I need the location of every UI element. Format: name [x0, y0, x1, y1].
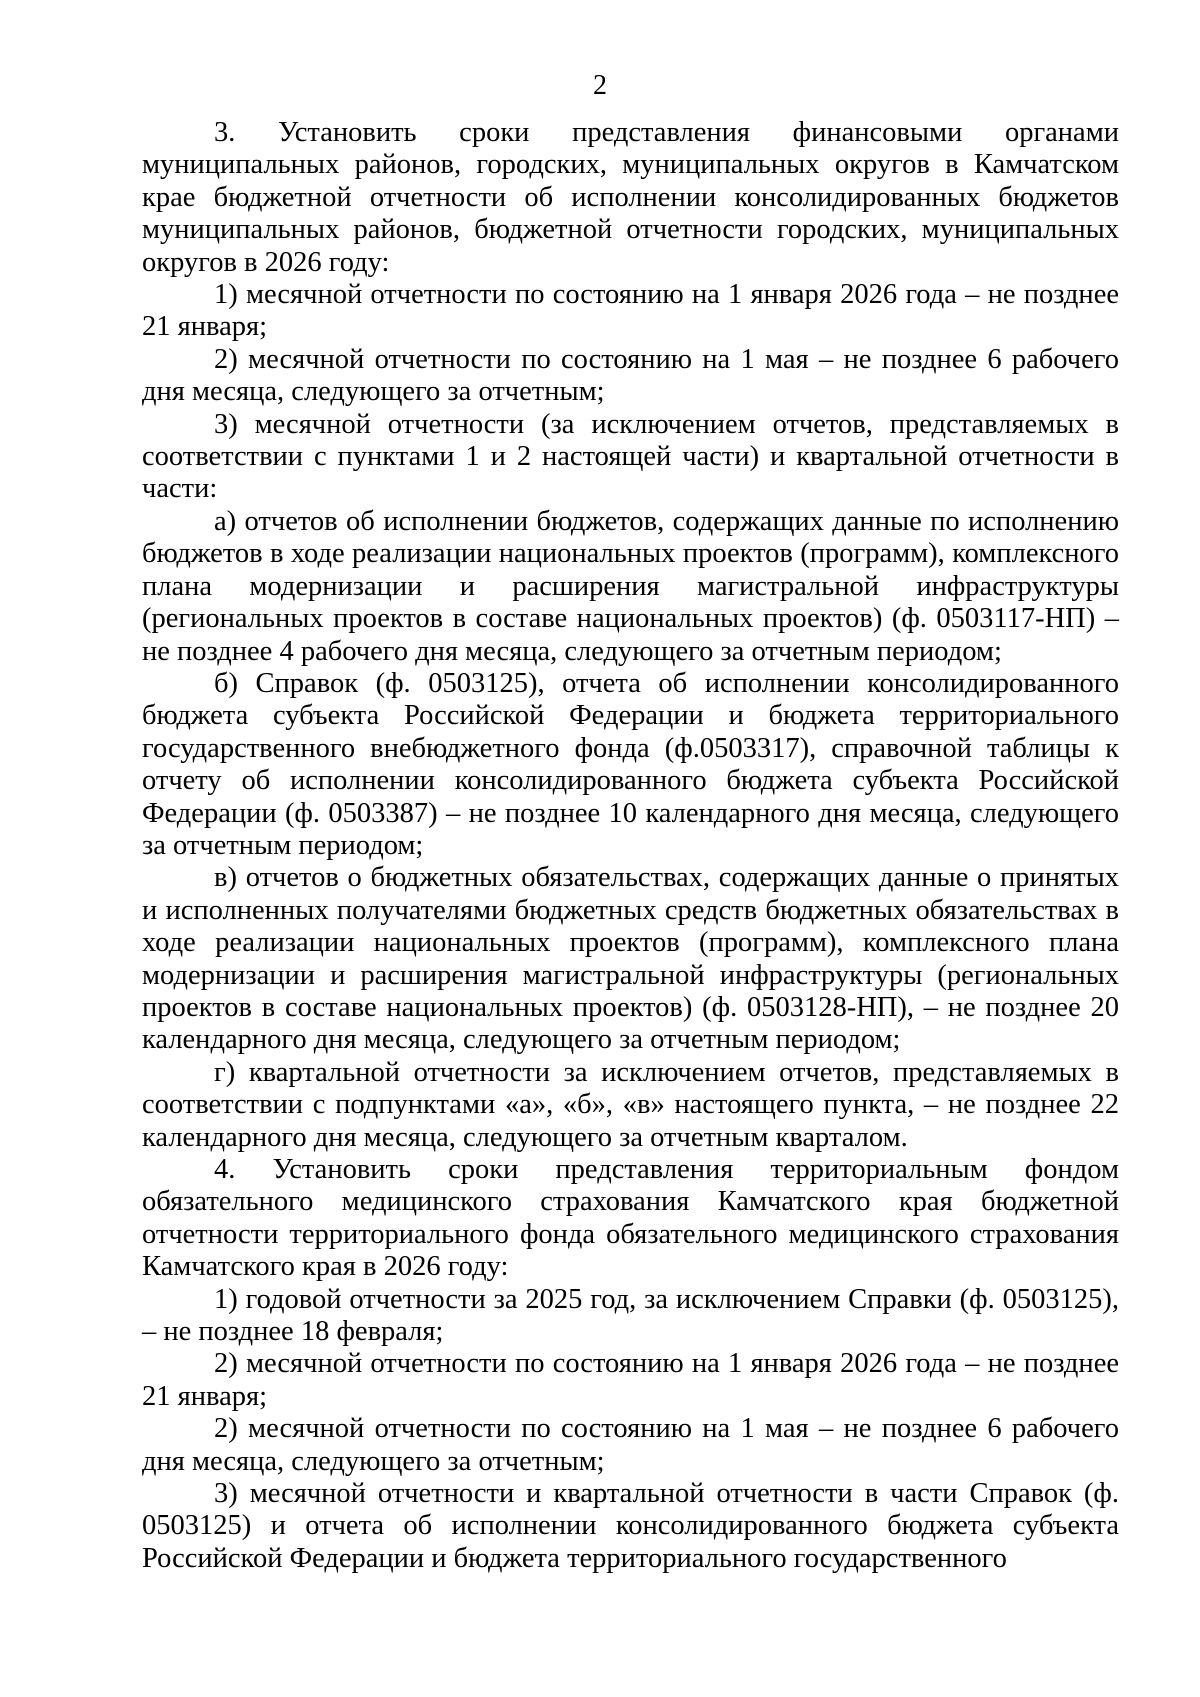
paragraph-3-item-3b: б) Справок (ф. 0503125), отчета об исполнении консолидированного бюджета субъекта Российской Федерации и бюджета территориального государственного внебюджетного фонда (ф.0503317), справочной таблицы к отчету об исполнении консолидированного бюджета субъекта Российской Федерации (ф. 0503387) – не позднее 10 календарного дня месяца, следующего за отчетным периодом; [142, 667, 1119, 861]
paragraph-4-item-3: 3) месячной отчетности и квартальной отчетности в части Справок (ф. 0503125) и отчета об исполнении консолидированного бюджета субъекта Российской Федерации и бюджета территориального государственного [142, 1478, 1119, 1574]
paragraph-3-deadlines-municipal: 3. Установить сроки представления финансовыми органами муниципальных районов, городских, муниципальных округов в Камчатском крае бюджетной отчетности об исполнении консолидированных бюджетов муниципальных районов, бюджетной отчетности городских, муниципальных округов в 2026 году: [142, 117, 1119, 278]
paragraph-4-item-2: 2) месячной отчетности по состоянию на 1 января 2026 года – не позднее 21 января; [142, 1348, 1119, 1412]
paragraph-3-item-3v: в) отчетов о бюджетных обязательствах, содержащих данные о принятых и исполненных получателями бюджетных средств бюджетных обязательствах в ходе реализации национальных проектов (программ), комплексного плана модернизации и расширения магистральной инфраструктуры (региональных проектов в составе национальных проектов) (ф. 0503128-НП), – не позднее 20 календарного дня месяца, следующего за отчетным периодом; [142, 862, 1119, 1056]
paragraph-4-item-1: 1) годовой отчетности за 2025 год, за исключением Справки (ф. 0503125), – не позднее 18 февраля; [142, 1283, 1119, 1348]
paragraph-4-item-2-second: 2) месячной отчетности по состоянию на 1 мая – не позднее 6 рабочего дня месяца, следующего за отчетным; [142, 1413, 1119, 1477]
paragraph-3-item-3: 3) месячной отчетности (за исключением отчетов, представляемых в соответствии с пунктами 1 и 2 настоящей части) и квартальной отчетности в части: [142, 408, 1119, 505]
paragraph-3-item-1: 1) месячной отчетности по состоянию на 1 января 2026 года – не позднее 21 января; [142, 279, 1119, 343]
paragraph-4-deadlines-fund: 4. Установить сроки представления территориальным фондом обязательного медицинского страхования Камчатского края бюджетной отчетности территориального фонда обязательного медицинского страхования Камчатского края в 2026 году: [142, 1154, 1119, 1283]
document-body [142, 117, 1119, 1575]
paragraph-3-item-3a: а) отчетов об исполнении бюджетов, содержащих данные по исполнению бюджетов в ходе реализации национальных проектов (программ), комплексного плана модернизации и расширения магистральной инфраструктуры (региональных проектов в составе национальных проектов) (ф. 0503117-НП) – не позднее 4 рабочего дня месяца, следующего за отчетным периодом; [142, 505, 1119, 667]
paragraph-3-item-3g: г) квартальной отчетности за исключением отчетов, представляемых в соответствии с подпунктами «а», «б», «в» настоящего пункта, – не позднее 22 календарного дня месяца, следующего за отчетным кварталом. [142, 1056, 1119, 1153]
page-number: 2 [593, 70, 607, 101]
paragraph-3-item-2: 2) месячной отчетности по состоянию на 1 мая – не позднее 6 рабочего дня месяца, следующего за отчетным; [142, 343, 1119, 408]
